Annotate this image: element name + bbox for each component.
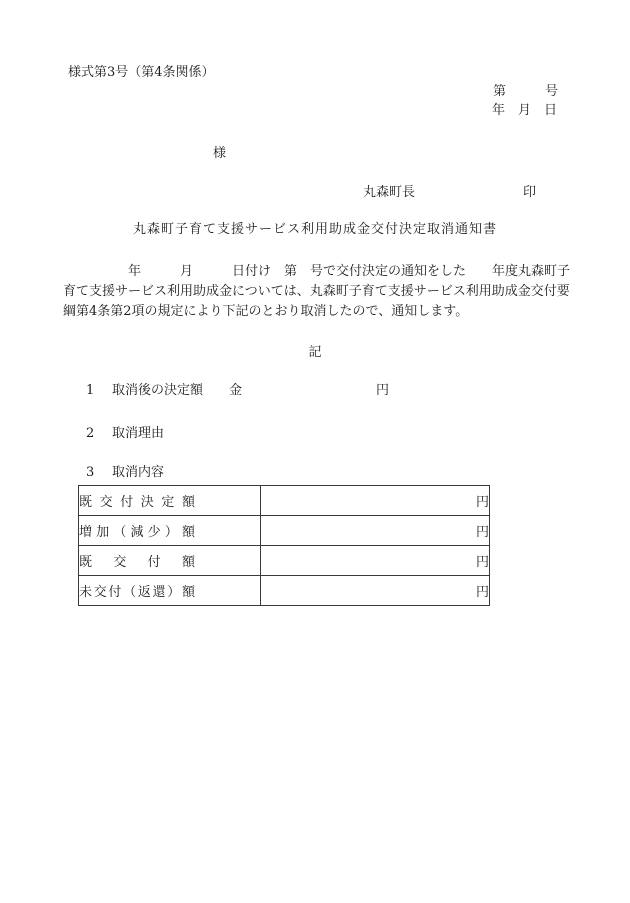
table-row xyxy=(79,486,490,516)
issue-date-label: 年 月 日 xyxy=(492,103,558,118)
row-label-cell xyxy=(79,576,261,606)
table-row xyxy=(79,516,490,546)
row-label-cell xyxy=(79,486,261,516)
item-1-currency-unit: 円 xyxy=(376,383,390,398)
row-label: 未交付（返還）額 xyxy=(79,585,195,600)
item-1-currency-prefix: 金 xyxy=(229,383,243,398)
cancellation-table xyxy=(78,485,490,606)
form-number-label: 様式第3号（第4条関係） xyxy=(68,65,215,80)
addressee-suffix-label: 様 xyxy=(213,146,227,161)
item-1-number: 1 xyxy=(86,383,95,398)
row-unit: 円 xyxy=(261,576,490,606)
row-label-cell xyxy=(79,516,261,546)
issue-number-label: 第 号 xyxy=(493,84,559,99)
row-label-cell xyxy=(79,546,261,576)
row-unit: 円 xyxy=(261,516,490,546)
body-line: 綱第4条第2項の規定により下記のとおり取消したので、通知します。 xyxy=(63,304,469,319)
item-1-label: 取消後の決定額 xyxy=(112,383,204,398)
row-unit: 円 xyxy=(261,546,490,576)
row-label: 既交付額 xyxy=(79,555,195,570)
body-line: 年 月 日付け 第 号で交付決定の通知をした 年度丸森町子 xyxy=(63,264,571,279)
item-2-label: 取消理由 xyxy=(112,426,165,441)
table-row xyxy=(79,576,490,606)
record-marker: 記 xyxy=(308,345,322,360)
seal-label: 印 xyxy=(523,185,537,200)
table-row xyxy=(79,546,490,576)
row-label: 増加（減少）額 xyxy=(79,525,195,540)
body-paragraph xyxy=(63,264,575,339)
row-unit: 円 xyxy=(261,486,490,516)
row-label: 既交付決定額 xyxy=(79,495,195,510)
item-2-number: 2 xyxy=(86,426,95,441)
item-3-label: 取消内容 xyxy=(112,465,165,480)
sender-title-label: 丸森町長 xyxy=(363,185,416,200)
item-3-number: 3 xyxy=(86,465,95,480)
document-title: 丸森町子育て支援サービス利用助成金交付決定取消通知書 xyxy=(132,222,497,237)
body-line: 育て支援サービス利用助成金については、丸森町子育て支援サービス利用助成金交付要 xyxy=(63,284,570,299)
